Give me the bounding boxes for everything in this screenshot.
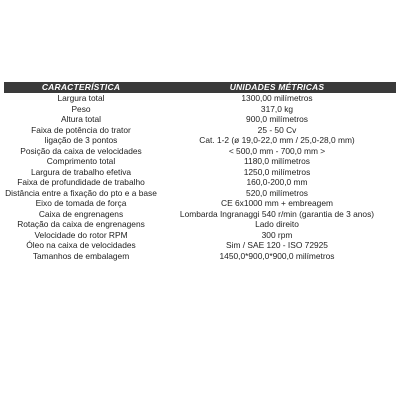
value-cell: CE 6x1000 mm + embreagem [221,198,333,208]
feature-cell: Posição da caixa de velocidades [20,145,142,156]
value-cell: Cat. 1-2 (ø 19,0-22,0 mm / 25,0-28,0 mm) [199,135,355,145]
table-row [4,135,396,146]
value-cell: 1250,0 milímetros [243,166,311,177]
feature-cell: Velocidade do rotor RPM [34,229,128,240]
feature-cell: Comprimento total [46,156,116,166]
table-row [4,230,396,241]
value-cell: 1300,00 milímetros [241,93,313,103]
feature-cell: Óleo na caixa de velocidades [26,240,136,250]
table-row [4,146,396,157]
value-cell: < 500,0 mm - 700,0 mm > [228,145,326,156]
table-row [4,125,396,136]
table-row [4,188,396,199]
table-row [4,93,396,104]
table-row [4,209,396,220]
feature-cell: Largura total [57,93,105,103]
header-row [4,82,396,93]
value-column-header: UNIDADES MÉTRICAS [158,82,396,93]
value-cell: Lombarda Ingranaggi 540 r/min (garantia de 3 anos) [179,208,375,219]
spec-table-header [4,82,396,93]
value-cell: 25 - 50 Cv [257,124,297,135]
feature-cell: Altura total [60,114,102,124]
table-row [4,167,396,178]
feature-cell: Rotação da caixa de engrenagens [17,219,145,229]
value-cell: Lado direito [255,219,299,229]
feature-cell: Caixa de engrenagens [38,208,124,219]
feature-cell: Faixa de profundidade de trabalho [17,177,145,187]
feature-cell: Distância entre a fixação do pto e a base [5,187,157,198]
value-cell: 520,0 milímetros [246,187,308,198]
table-row [4,251,396,262]
feature-cell: Largura de trabalho efetiva [30,166,132,177]
feature-column-header: CARACTERÍSTICA [4,82,158,93]
value-cell: 1180,0 milímetros [244,156,310,166]
feature-cell: ligação de 3 pontos [44,135,118,145]
feature-cell: Faixa de potência do trator [31,124,131,135]
value-cell: 160,0-200,0 mm [246,177,308,187]
table-row [4,114,396,125]
table-row [4,177,396,188]
table-row [4,104,396,115]
table-row [4,219,396,230]
feature-cell: Peso [71,103,91,114]
table-row [4,156,396,167]
spec-table-body [4,93,396,261]
feature-cell: Eixo de tomada de força [35,198,127,208]
value-cell: 317,0 kg [260,103,294,114]
table-row [4,240,396,251]
value-cell: 300 rpm [261,229,293,240]
feature-cell: Tamanhos de embalagem [32,250,130,261]
spec-table [4,82,396,261]
value-cell: Sim / SAE 120 - ISO 72925 [226,240,328,250]
table-row [4,198,396,209]
value-cell: 900,0 milímetros [246,114,308,124]
value-cell: 1450,0*900,0*900,0 milímetros [219,250,335,261]
